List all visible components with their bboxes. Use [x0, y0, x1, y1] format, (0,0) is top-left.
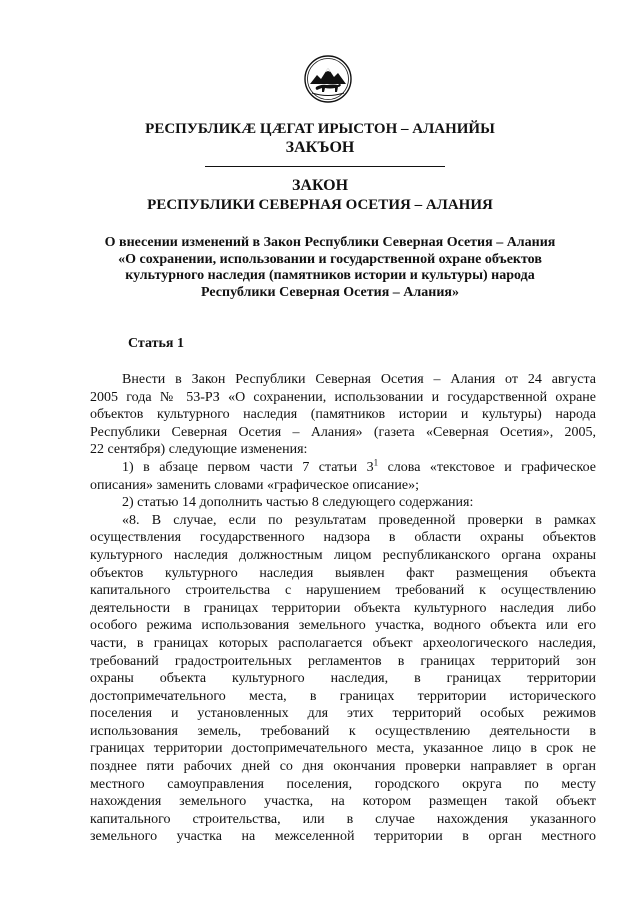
republic-name: РЕСПУБЛИКИ СЕВЕРНАЯ ОСЕТИЯ – АЛАНИЯ [147, 197, 493, 213]
body-line: описания» заменить словами «графическое описание»; [90, 477, 419, 493]
body-line [90, 459, 596, 477]
ossetian-republic-name: РЕСПУБЛИКӔ ЦӔГАТ ИРЫСТОН – АЛАНИЙЫ [145, 121, 495, 137]
document-body [90, 371, 596, 846]
body-line: объектов культурного наследия выявлен факт размещения объекта [90, 565, 596, 581]
body-line: объектов культурного наследия (памятников истории и культуры) народа [90, 407, 596, 423]
body-line: «8. В случае, если по результатам проведенной проверки в рамках [122, 512, 596, 528]
body-line: 2) статью 14 дополнить частью 8 следующего содержания: [122, 495, 474, 511]
body-line: 22 сентября) следующие изменения: [90, 442, 308, 458]
title-line: Республики Северная Осетия – Алания» [201, 284, 459, 300]
body-text: 1) в абзаце первом части 7 статьи 3 [122, 459, 374, 475]
body-line: деятельности в границах территории объекта культурного наследия либо [90, 600, 596, 616]
body-line: охраны объекта культурного наследия, в границах территории [90, 671, 596, 687]
body-line: осуществления государственного надзора в области охраны объектов [90, 530, 596, 546]
body-line: части, в границах которых располагается объект археологического наследия, [90, 635, 596, 651]
title-line: «О сохранении, использовании и государственной охране объектов [118, 251, 542, 267]
body-line: 2005 года № 53-РЗ «О сохранении, использовании и государственной охране [90, 389, 596, 405]
title-line: О внесении изменений в Закон Республики Северная Осетия – Алания [104, 235, 556, 250]
body-line: нахождения земельного участка, на котором размещен такой объект [90, 794, 596, 810]
article-heading: Статья 1 [128, 336, 184, 351]
document-title [40, 235, 620, 301]
body-line: капитального строительства, или в случае нахождения указанного [90, 811, 596, 827]
body-line: культурного наследия должностным лицом республиканского органа охраны [90, 547, 596, 563]
body-line: местного самоуправления поселения, городского округа по месту [90, 776, 596, 792]
body-line: требований градостроительных регламентов в границах территорий зон [90, 653, 596, 669]
body-line: особого режима использования земельного участка, водного объекта или его [90, 618, 596, 634]
title-line: культурного наследия (памятников истории и культуры) народа [125, 268, 535, 283]
body-line: позднее пяти рабочих дней со дня окончания проверки направляет в орган [90, 759, 596, 775]
superscript: 1 [373, 458, 379, 468]
law-heading: ЗАКОН [291, 177, 349, 194]
body-line: достопримечательного места, в границах территории исторического [90, 688, 596, 704]
body-line: капитального строительства с нарушением требований к осуществлению [90, 583, 596, 599]
body-line: поселения и установленных для этих территорий особых режимов [90, 706, 596, 722]
ossetian-law-heading: ЗАКЪОН [285, 139, 355, 156]
coat-of-arms-emblem [303, 54, 353, 104]
body-line: земельного участка на межселенной территории в орган местного [90, 829, 596, 845]
body-line: Внести в Закон Республики Северная Осетия – Алания от 24 августа [122, 372, 596, 387]
body-text: слова «текстовое и графическое [378, 459, 596, 475]
body-line: границах территории достопримечательного места, указанное лицо в срок не [90, 741, 596, 757]
body-line: Республики Северная Осетия – Алания» (газета «Северная Осетия», 2005, [90, 424, 596, 440]
body-line: использования земель, требований к осуществлению деятельности в [90, 723, 596, 739]
header-divider [205, 166, 445, 167]
